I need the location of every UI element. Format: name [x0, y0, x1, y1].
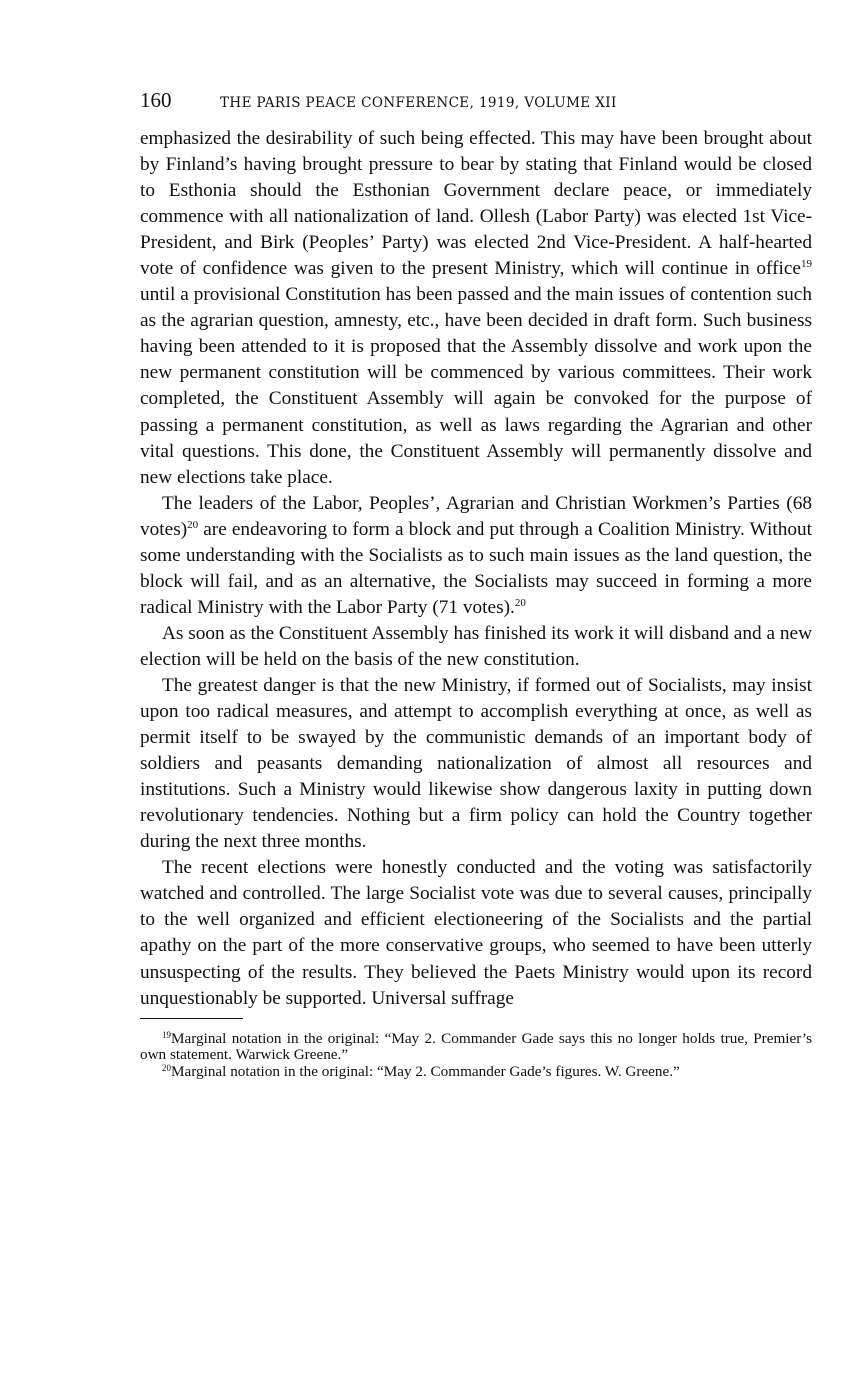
paragraph-5: The recent elections were honestly conducted and the voting was satisfactorily watched and controlled. The large Socialist vote was due to several causes, principally to the well organized and efficient electioneering of the Socialists and the partial apathy on the part of the more conservative groups, who seemed to have been utterly unsuspecting of the results. They believed the Paets Ministry would upon its record unquestionably be supported. Universal suffrage: [140, 857, 812, 1009]
footnote-20: [140, 1064, 812, 1081]
running-head: [140, 88, 812, 116]
paragraph-4: The greatest danger is that the new Ministry, if formed out of Socialists, may insist upon too radical measures, and attempt to accomplish everything at once, as well as permit itself to be swayed by the communistic demands of an important body of soldiers and peasants demanding nationalization of almost all resources and institutions. Such a Ministry would likewise show dangerous laxity in putting down revolutionary tendencies. Nothing but a firm policy can hold the Country together during the next three months.: [140, 674, 812, 853]
footnote-ref-20[interactable]: 20: [187, 518, 199, 531]
footnote-ref-19[interactable]: 19: [801, 258, 812, 271]
footnote-divider: [140, 1018, 243, 1019]
footnote-19: [140, 1031, 812, 1064]
paragraph-3: As soon as the Constituent Assembly has finished its work it will disband and a new election will be held on the basis of the new constitution.: [140, 622, 812, 670]
paragraph-2-text-a: The leaders of the Labor, Peoples’, Agrarian and Christian Workmen’s Parties (68 votes): [140, 492, 812, 540]
paragraph-1: [140, 126, 812, 491]
paragraph-2: [140, 491, 812, 621]
body-text: [140, 126, 812, 1012]
page-number: 160: [140, 88, 172, 112]
paragraph-1-text-b: until a provisional Constitution has been passed and the main issues of contention such as the agrarian question, amnesty, etc., have been decided in draft form. Such business having been attended to it is proposed that the Assembly dissolve and work upon the new permanent constitution will be commenced by various committees. Their work completed, the Constituent Assembly will again be convoked for the purpose of passing a permanent constitution, as well as laws regarding the Agrarian and other vital questions. This done, the Constituent Assembly will permanently dissolve and new elections take place.: [140, 284, 812, 488]
footnote-text: Marginal notation in the original: “May 2. Commander Gade’s figures. W. Greene.”: [171, 1062, 680, 1080]
footnote-number: 19: [162, 1029, 171, 1040]
footnote-ref-20[interactable]: 20: [514, 596, 526, 609]
document-page: [140, 88, 812, 1080]
footnotes: [140, 1031, 812, 1081]
footnote-number: 20: [162, 1062, 171, 1073]
footnote-text: Marginal notation in the original: “May 2. Commander Gade says this no longer holds true, Premier’s own statement. Warwick Greene.”: [140, 1029, 812, 1064]
paragraph-1-text-a: emphasized the desirability of such being effected. This may have been brought about by Finland’s having brought pressure to bear by stating that Finland would be closed to Esthonia should the Esthonian Government declare peace, or immediately commence with all nationalization of land. Ollesh (Labor Party) was elected 1st Vice-President, and Birk (Peoples’ Party) was elected 2nd Vice-President. A half-hearted vote of confidence was given to the present Ministry, which will continue in office: [140, 128, 812, 280]
running-title: THE PARIS PEACE CONFERENCE, 1919, VOLUME XII: [220, 95, 617, 111]
paragraph-2-text-b: are endeavoring to form a block and put through a Coalition Ministry. Without some understanding with the Socialists as to such main issues as the land question, the block will fail, and as an alternative, the Socialists may succeed in forming a more radical Ministry with the Labor Party (71 votes).: [140, 518, 812, 618]
